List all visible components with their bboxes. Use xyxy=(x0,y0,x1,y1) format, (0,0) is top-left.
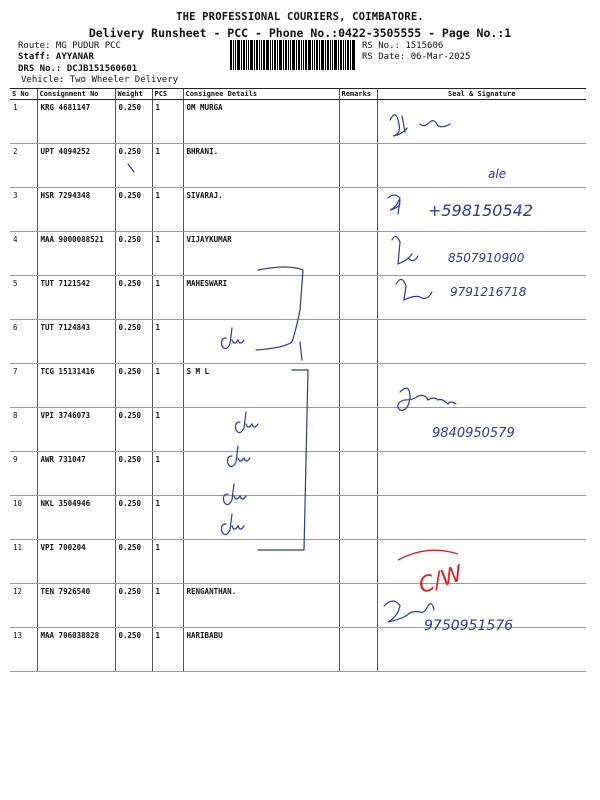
cell-remarks xyxy=(339,232,377,276)
phone-row8: 9840950579 xyxy=(432,426,515,441)
cell-remarks xyxy=(339,320,377,364)
cell-sno: 10 xyxy=(10,496,37,540)
table-row xyxy=(10,144,586,188)
cell-sno: 13 xyxy=(10,628,37,672)
cell-pcs: 1 xyxy=(152,628,183,672)
cell-sno: 3 xyxy=(10,188,37,232)
cell-pcs: 1 xyxy=(152,276,183,320)
table-header-row xyxy=(10,89,586,100)
table-row xyxy=(10,452,586,496)
cell-weight: 0.250 xyxy=(115,320,152,364)
cell-consignee xyxy=(183,496,339,540)
table-row xyxy=(10,320,586,364)
cell-sno: 6 xyxy=(10,320,37,364)
cell-consignee: SIVARAJ. xyxy=(183,188,339,232)
cell-pcs: 1 xyxy=(152,144,183,188)
cell-weight: 0.250 xyxy=(115,144,152,188)
col-header-weight: Weight xyxy=(115,89,152,100)
cell-consignment: TCG 15131416 xyxy=(37,364,115,408)
cell-signature xyxy=(377,408,586,452)
cell-consignment: VPI 700204 xyxy=(37,540,115,584)
table-row xyxy=(10,364,586,408)
cell-remarks xyxy=(339,276,377,320)
rs-number: RS No.: 1515606 xyxy=(362,41,444,51)
phone-row13: 9750951576 xyxy=(424,618,514,634)
table-row xyxy=(10,496,586,540)
cell-consignee: S M L xyxy=(183,364,339,408)
cell-signature xyxy=(377,232,586,276)
cell-remarks xyxy=(339,452,377,496)
col-header-consignment: Consignment No xyxy=(37,89,115,100)
cell-consignment: KRG 4681147 xyxy=(37,100,115,144)
cell-consignee xyxy=(183,540,339,584)
cell-signature xyxy=(377,100,586,144)
cell-signature xyxy=(377,364,586,408)
cell-consignment: MAA 706038828 xyxy=(37,628,115,672)
table-row xyxy=(10,408,586,452)
cell-consignment: UPT 4094252 xyxy=(37,144,115,188)
cell-pcs: 1 xyxy=(152,496,183,540)
cell-sno: 8 xyxy=(10,408,37,452)
cell-remarks xyxy=(339,144,377,188)
col-header-pcs: PCS xyxy=(152,89,183,100)
cell-remarks xyxy=(339,496,377,540)
cell-weight: 0.250 xyxy=(115,540,152,584)
cell-pcs: 1 xyxy=(152,364,183,408)
col-header-sno: S No xyxy=(10,89,37,100)
cell-consignment: TUT 7121542 xyxy=(37,276,115,320)
rs-date: RS Date: 06-Mar-2025 xyxy=(362,52,471,62)
cell-weight: 0.250 xyxy=(115,276,152,320)
cell-consignment: NKL 3504946 xyxy=(37,496,115,540)
cell-consignee: RENGANTHAN. xyxy=(183,584,339,628)
cell-consignee xyxy=(183,320,339,364)
cell-pcs: 1 xyxy=(152,100,183,144)
phone-row4: 8507910900 xyxy=(448,251,525,265)
col-header-remarks: Remarks xyxy=(339,89,377,100)
cell-signature xyxy=(377,540,586,584)
vehicle-label: Vehicle: Two Wheeler Delivery xyxy=(21,75,179,85)
cell-remarks xyxy=(339,364,377,408)
cell-signature xyxy=(377,452,586,496)
cell-remarks xyxy=(339,100,377,144)
cell-sno: 5 xyxy=(10,276,37,320)
cell-sno: 9 xyxy=(10,452,37,496)
table-row xyxy=(10,100,586,144)
cell-pcs: 1 xyxy=(152,408,183,452)
cell-remarks xyxy=(339,188,377,232)
table-row xyxy=(10,188,586,232)
cell-weight: 0.250 xyxy=(115,408,152,452)
table-row xyxy=(10,232,586,276)
cell-consignee: MAHESWARI xyxy=(183,276,339,320)
table-row xyxy=(10,276,586,320)
cell-remarks xyxy=(339,408,377,452)
cell-signature xyxy=(377,144,586,188)
cell-remarks xyxy=(339,584,377,628)
cell-weight: 0.250 xyxy=(115,232,152,276)
cell-consignment: TEN 7926540 xyxy=(37,584,115,628)
cell-consignment: VPI 3746073 xyxy=(37,408,115,452)
cell-weight: 0.250 xyxy=(115,496,152,540)
cell-pcs: 1 xyxy=(152,452,183,496)
cell-weight: 0.250 xyxy=(115,584,152,628)
cell-remarks xyxy=(339,628,377,672)
cell-consignee xyxy=(183,452,339,496)
table-row xyxy=(10,584,586,628)
table-row xyxy=(10,540,586,584)
staff-label: Staff: AYYANAR xyxy=(18,52,94,62)
cell-weight: 0.250 xyxy=(115,364,152,408)
barcode-icon xyxy=(230,40,355,70)
cell-signature xyxy=(377,188,586,232)
cell-weight: 0.250 xyxy=(115,188,152,232)
cell-pcs: 1 xyxy=(152,232,183,276)
runsheet-table xyxy=(10,88,586,672)
cell-pcs: 1 xyxy=(152,584,183,628)
drs-number: DRS No.: DCJB151560601 xyxy=(18,64,138,74)
cw-stamp: C/W xyxy=(415,561,466,599)
phone-row3: +598150542 xyxy=(428,201,534,220)
cell-remarks xyxy=(339,540,377,584)
cell-pcs: 1 xyxy=(152,188,183,232)
col-header-signature: Seal & Signature xyxy=(377,89,586,100)
runsheet-title: Delivery Runsheet - PCC - Phone No.:0422-3505555 - Page No.:1 xyxy=(88,26,512,40)
cell-pcs: 1 xyxy=(152,540,183,584)
cell-consignment: TUT 7124843 xyxy=(37,320,115,364)
cell-pcs: 1 xyxy=(152,320,183,364)
cell-sno: 1 xyxy=(10,100,37,144)
cell-weight: 0.250 xyxy=(115,628,152,672)
cell-sno: 7 xyxy=(10,364,37,408)
cell-signature xyxy=(377,496,586,540)
cell-sno: 12 xyxy=(10,584,37,628)
cell-sno: 4 xyxy=(10,232,37,276)
cell-consignee: OM MURGA xyxy=(183,100,339,144)
cell-consignee: VIJAYKUMAR xyxy=(183,232,339,276)
cell-signature xyxy=(377,320,586,364)
cell-sno: 11 xyxy=(10,540,37,584)
phone-row5: 9791216718 xyxy=(450,285,527,299)
cell-weight: 0.250 xyxy=(115,452,152,496)
cell-consignee: HARIBABU xyxy=(183,628,339,672)
mark-row2-text: ale xyxy=(488,167,507,181)
cell-signature xyxy=(377,276,586,320)
company-title: THE PROFESSIONAL COURIERS, COIMBATORE. xyxy=(176,11,424,23)
cell-consignee: BHRANI. xyxy=(183,144,339,188)
route-label: Route: MG PUDUR PCC xyxy=(18,41,121,51)
cell-consignment: MAA 9000088521 xyxy=(37,232,115,276)
cell-signature xyxy=(377,628,586,672)
cell-consignment: AWR 731047 xyxy=(37,452,115,496)
cell-sno: 2 xyxy=(10,144,37,188)
cell-weight: 0.250 xyxy=(115,100,152,144)
cell-consignment: HSR 7294348 xyxy=(37,188,115,232)
cell-signature xyxy=(377,584,586,628)
table-row xyxy=(10,628,586,672)
col-header-consignee: Consignee Details xyxy=(183,89,339,100)
cell-consignee xyxy=(183,408,339,452)
